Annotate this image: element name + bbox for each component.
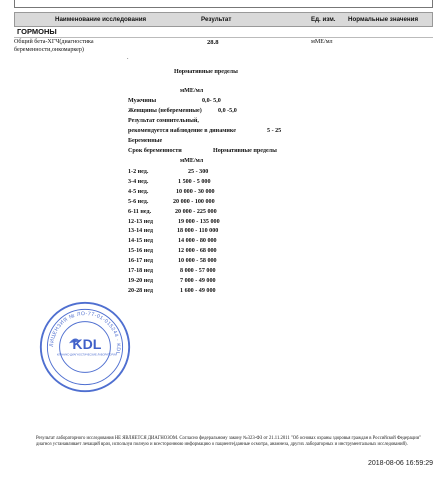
week-label: 1-2 нед. [128,169,149,175]
seal-ring-text: ЛИЦЕНЗИЯ № ЛО-77-01-015244 · KDL [48,310,122,356]
week-range: 20 000 - 100 000 [173,198,215,205]
norms-header: Нормативные пределы [213,148,277,154]
week-label: 3-4 нед. [128,178,149,185]
test-units: мМЕ/мл [311,39,333,45]
week-range: 1 500 - 5 000 [178,178,211,185]
report-timestamp: 2018-08-06 16:59:29 [368,460,433,467]
doubtful-line1: Результат сомнительный, [128,118,199,124]
test-result: 28.8 [207,39,219,46]
reference-unit-2: мМЕ/мл [180,158,204,164]
top-border [14,0,433,8]
week-range: 12 000 - 68 000 [178,248,217,255]
week-label: 4-5 нед. [128,188,149,195]
term-header: Срок беременности [128,148,182,154]
week-range: 19 000 - 135 000 [178,218,220,225]
disclaimer-text: Результат лабораторного исследования НЕ ЯВЛЯЕТСЯ ДИАГНОЗОМ. Согласно федеральному закону №323-ФЗ от 21.11.2011 "Об основах охраны здоровья граждан в Российской Федерации" диагноз устанавливает лечащий врач, используя полную и всестороннюю информацию о пациенте(данные осмотра, анамнеза, других лабораторных и инструментальных исследований). [36,436,421,448]
week-label: 12-13 нед [128,218,153,225]
week-range: 10 000 - 30 000 [176,188,215,195]
column-header-norms: Нормальные значения [348,16,419,23]
doubtful-value: 5 - 25 [267,128,282,134]
week-range: 14 000 - 80 000 [178,238,217,245]
women-label: Женщины (небеременные) [128,108,202,114]
week-range: 18 000 - 110 000 [177,228,219,235]
week-range: 8 000 - 57 000 [180,268,216,274]
seal-brand: KDL [72,335,102,352]
column-header-units: Ед. изм. [311,16,336,23]
week-range: 1 600 - 49 000 [180,287,216,294]
week-label: 16-17 нед [128,258,153,265]
test-name-line1: Общий бета-ХГЧ(диагностика [14,39,94,45]
week-label: 17-18 нед [128,268,153,274]
week-label: 19-20 нед [128,277,153,284]
week-range: 10 000 - 58 000 [178,258,217,265]
column-header-result: Результат [201,16,232,23]
section-title: ГОРМОНЫ [14,27,433,38]
week-range: 7 000 - 49 000 [180,277,216,284]
reference-unit: мМЕ/мл [180,88,204,94]
men-value: 0,0- 5,0 [202,98,221,104]
week-label: 15-16 нед [128,248,153,255]
women-value: 0,0 -5,0 [218,108,237,114]
week-range: 20 000 - 225 000 [175,208,217,215]
week-label: 5-6 нед. [128,198,149,205]
week-label: 13-14 нед [128,228,153,235]
seal-subtext: КЛИНИКО ДИАГНОСТИЧЕСКИЕ ЛАБОРАТОРИИ [56,353,117,357]
table-header [14,12,433,27]
week-label: 20-28 нед [128,287,153,294]
week-label: 14-15 нед [128,238,153,245]
test-name-line2: беременности,онкомаркер) [14,47,84,53]
column-header-name: Наименование исследования [55,16,147,23]
doubtful-line2: рекомендуется наблюдение в динамике [128,128,236,134]
marker: . [127,55,129,61]
week-label: 6-11 нед. [128,208,152,215]
week-range: 25 - 300 [188,169,209,175]
pregnant-label: Беременные [128,138,163,144]
laboratory-seal [38,300,132,394]
reference-title: Нормативные пределы [174,69,238,75]
men-label: Мужчины [128,98,157,104]
